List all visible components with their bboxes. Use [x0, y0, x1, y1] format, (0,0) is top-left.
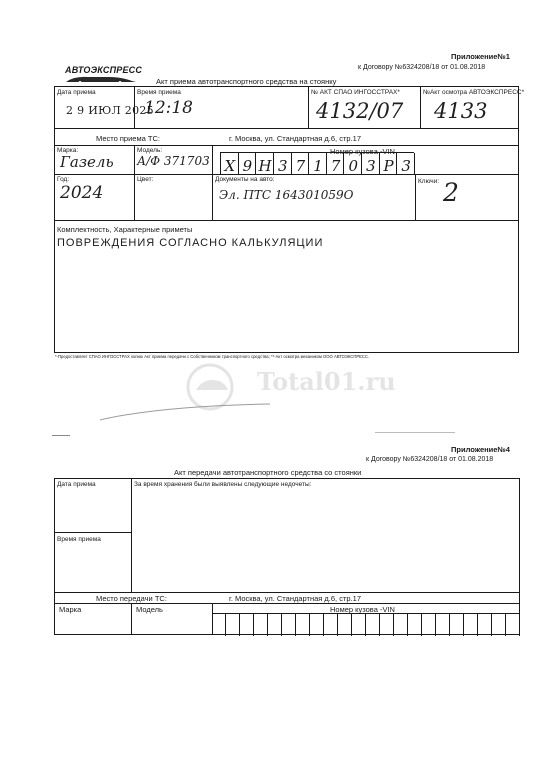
inspection-act-number-label: №Акт осмотра АВТОЭКСПРЕСС*: [423, 89, 525, 96]
vin-empty-cell: [226, 614, 240, 636]
vin-empty-cell: [408, 614, 422, 636]
reception-date-label: Дата приема: [57, 89, 96, 96]
transfer-vin-boxes: [212, 613, 520, 635]
documents-value: Эл. ПТС 164301059О: [219, 188, 354, 202]
scan-artifact: [100, 402, 280, 422]
vin-empty-cell: [212, 614, 226, 636]
vin-header-label: Номер кузова -VIN: [330, 147, 395, 156]
year-value: 2024: [60, 183, 104, 203]
color-label: Цвет:: [137, 176, 154, 183]
reception-act-title: Акт приема автотранспортного средства на стоянку: [156, 77, 337, 86]
vin-empty-cell: [254, 614, 268, 636]
vin-boxes: [220, 152, 414, 174]
car-logo-icon: [64, 74, 138, 84]
contract-reference-bottom: к Договору №6324208/18 от 01.08.2018: [366, 456, 494, 463]
ingosstrakh-act-number-value: 4132/07: [316, 99, 404, 123]
keys-label: Ключи:: [418, 178, 440, 185]
vin-empty-cell: [310, 614, 324, 636]
transfer-vin-label: Номер кузова -VIN: [330, 605, 395, 614]
vin-char-cell: [239, 153, 257, 175]
vin-char-cell: [256, 153, 274, 175]
transfer-brand-label: Марка: [59, 605, 82, 614]
vin-char-cell: [327, 153, 345, 175]
vin-char: 3: [277, 157, 288, 175]
completeness-value: ПОВРЕЖДЕНИЯ СОГЛАСНО КАЛЬКУЛЯЦИИ: [57, 237, 324, 249]
completeness-label: Комплектность, Характерные приметы: [57, 225, 193, 234]
vin-empty-cell: [464, 614, 478, 636]
vin-empty-cell: [324, 614, 338, 636]
transfer-time-label: Время приема: [57, 536, 101, 543]
transfer-place-label: Место передачи ТС:: [96, 594, 167, 603]
vin-char-cell: [274, 153, 292, 175]
brand-label: Марка:: [57, 147, 79, 154]
vin-char: 3: [401, 157, 411, 175]
appendix-1-label: Приложение№1: [451, 52, 510, 61]
transfer-date-label: Дата приема: [57, 481, 96, 488]
vin-empty-cell: [450, 614, 464, 636]
vin-char-cell: [292, 153, 310, 175]
vin-empty-cell: [352, 614, 366, 636]
vin-char: P: [383, 157, 394, 175]
vin-char-cell: [309, 153, 327, 175]
vin-empty-cell: [380, 614, 394, 636]
watermark-text: Total01.ru: [257, 367, 396, 396]
vin-empty-cell: [268, 614, 282, 636]
logo-wordmark: АВТОЭКСПРЕСС: [65, 65, 143, 75]
vin-empty-cell: [436, 614, 450, 636]
vin-empty-cell: [296, 614, 310, 636]
ingosstrakh-act-number-label: № АКТ СПАО ИНГОССТРАХ*: [311, 89, 400, 96]
reception-date-stamp: 2 9 ИЮЛ 2025: [66, 104, 154, 117]
inspection-act-number-value: 4133: [434, 99, 488, 123]
documents-label: Документы на авто:: [215, 176, 275, 183]
vin-empty-cell: [366, 614, 380, 636]
vin-empty-cell: [240, 614, 254, 636]
vin-char: H: [258, 157, 272, 175]
vin-char-cell: [397, 153, 415, 175]
transfer-place-value: г. Москва, ул. Стандартная д.6, стр.17: [229, 594, 361, 603]
reception-place-label: Место приема ТС:: [96, 134, 160, 143]
vin-char: 7: [330, 157, 341, 175]
reception-time-label: Время приема: [137, 89, 181, 96]
vin-empty-cell: [282, 614, 296, 636]
footnote: *-Предоставляет СПАО ИНГОССТРАХ копию Акт приема передачи с Собственником транспортного средства; **-Акт осмотра механиком ООО АВТОЭКСПРЕСС.: [55, 354, 370, 359]
appendix-4-label: Приложение№4: [451, 445, 510, 454]
transfer-act-title: Акт передачи автотранспортного средства со стоянки: [174, 468, 362, 477]
vin-char-cell: [221, 153, 239, 175]
vin-char: 0: [348, 157, 359, 175]
keys-value: 2: [443, 178, 459, 207]
vin-empty-cell: [422, 614, 436, 636]
contract-reference-top: к Договору №6324208/18 от 01.08.2018: [358, 64, 486, 71]
vin-char-cell: [344, 153, 362, 175]
vin-char: 1: [313, 157, 323, 175]
model-label: Модель:: [137, 147, 163, 154]
vin-char-cell: [380, 153, 398, 175]
transfer-model-label: Модель: [136, 605, 163, 614]
vin-empty-cell: [506, 614, 520, 636]
company-logo: [62, 64, 142, 86]
vin-char: 7: [295, 157, 306, 175]
vin-empty-cell: [394, 614, 408, 636]
reception-time-value: 12:18: [144, 98, 193, 118]
brand-value: Газель: [60, 153, 114, 171]
vin-empty-cell: [338, 614, 352, 636]
transfer-act-form: [54, 478, 520, 635]
reception-place-value: г. Москва, ул. Стандартная д.6, стр.17: [229, 134, 361, 143]
model-value: А/Ф 371703: [137, 154, 210, 168]
vin-char: X: [224, 157, 236, 175]
vin-char: 9: [242, 157, 253, 175]
defects-label: За время хранения были выявлены следующие недочеты:: [134, 481, 312, 488]
vin-empty-cell: [478, 614, 492, 636]
vin-char: 3: [366, 157, 376, 175]
vin-empty-cell: [492, 614, 506, 636]
vin-char-cell: [362, 153, 380, 175]
year-label: Год:: [57, 176, 70, 183]
